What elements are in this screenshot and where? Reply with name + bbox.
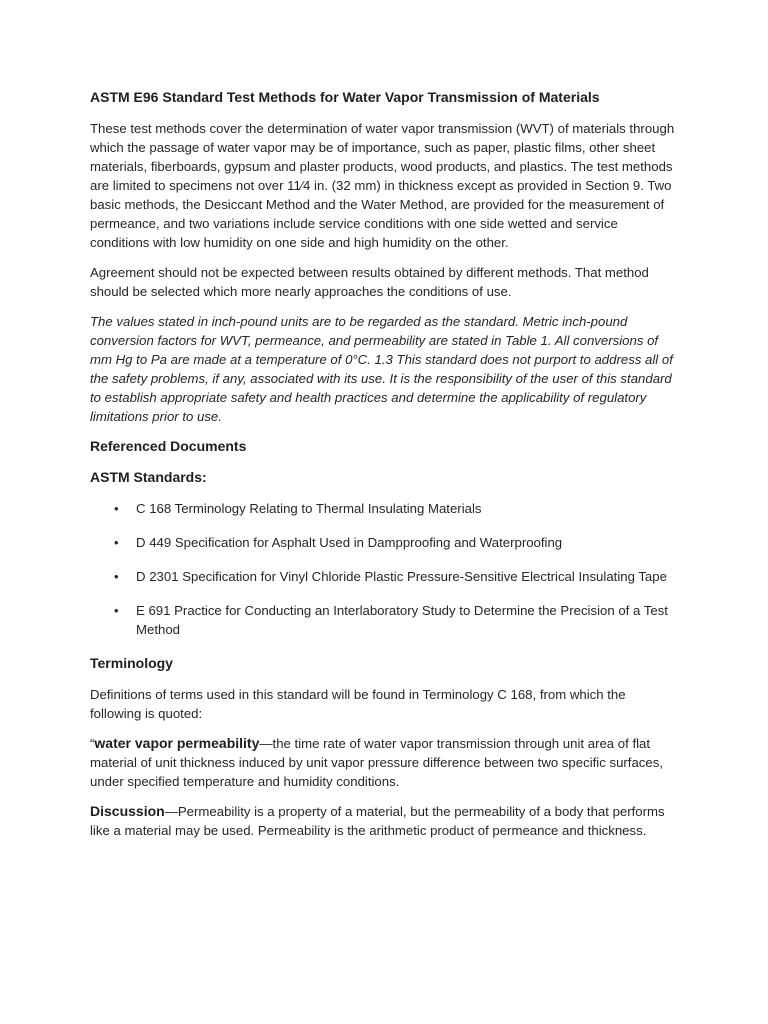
bullet-icon: • <box>114 501 119 516</box>
document-page <box>90 88 680 851</box>
definitions-paragraph: Definitions of terms used in this standard will be found in Terminology C 168, from which the following is quoted: <box>90 687 626 721</box>
terminology-heading: Terminology <box>90 655 173 671</box>
discussion-term: Discussion <box>90 803 165 819</box>
bullet-icon: • <box>114 569 119 584</box>
list-item <box>90 533 680 552</box>
discussion-text: —Permeability is a property of a material, but the permeability of a body that performs like a material may be used. Permeability is the arithmetic product of permeance and thickness. <box>90 804 665 838</box>
list-item <box>90 499 680 518</box>
list-item-text: D 2301 Specification for Vinyl Chloride Plastic Pressure-Sensitive Electrical Insulating Tape <box>136 569 667 584</box>
list-item <box>90 567 680 586</box>
discussion-paragraph <box>90 802 680 840</box>
list-item-text: E 691 Practice for Conducting an Interlaboratory Study to Determine the Precision of a Test Method <box>136 603 668 637</box>
standards-list <box>90 499 680 639</box>
list-item <box>90 601 680 639</box>
units-paragraph: The values stated in inch-pound units are to be regarded as the standard. Metric inch-pound conversion factors for WVT, permeance, and permeability are stated in Table 1. All conversions of mm Hg to Pa are made at a temperature of 0°C. 1.3 This standard does not purport to address all of the safety problems, if any, associated with its use. It is the responsibility of the user of this standard to establish appropriate safety and health practices and determine the applicability of regulatory limitations prior to use. <box>90 314 673 424</box>
document-title: ASTM E96 Standard Test Methods for Water Vapor Transmission of Materials <box>90 89 600 105</box>
permeability-definition <box>90 734 680 791</box>
permeability-term: water vapor permeability <box>94 735 260 751</box>
permeability-text: —the time rate of water vapor transmission through unit area of flat material of unit thickness induced by unit vapor pressure difference between two specific surfaces, under specified temperature and humidity conditions. <box>90 736 663 789</box>
open-quote: “ <box>90 736 95 751</box>
intro-paragraph: These test methods cover the determination of water vapor transmission (WVT) of materials through which the passage of water vapor may be of importance, such as paper, plastic films, other sheet materials, fiberboards, gypsum and plaster products, wood products, and plastics. The test methods are limited to specimens not over 11⁄4 in. (32 mm) in thickness except as provided in Section 9. Two basic methods, the Desiccant Method and the Water Method, are provided for the measurement of permeance, and two variations include service conditions with one side wetted and service conditions with low humidity on one side and high humidity on the other. <box>90 121 675 250</box>
referenced-documents-heading: Referenced Documents <box>90 438 247 454</box>
list-item-text: C 168 Terminology Relating to Thermal Insulating Materials <box>136 501 482 516</box>
list-item-text: D 449 Specification for Asphalt Used in Dampproofing and Waterproofing <box>136 535 563 550</box>
astm-standards-heading: ASTM Standards: <box>90 469 207 485</box>
bullet-icon: • <box>114 603 119 618</box>
agreement-paragraph: Agreement should not be expected between results obtained by different methods. That method should be selected which more nearly approaches the conditions of use. <box>90 265 649 299</box>
bullet-icon: • <box>114 535 119 550</box>
